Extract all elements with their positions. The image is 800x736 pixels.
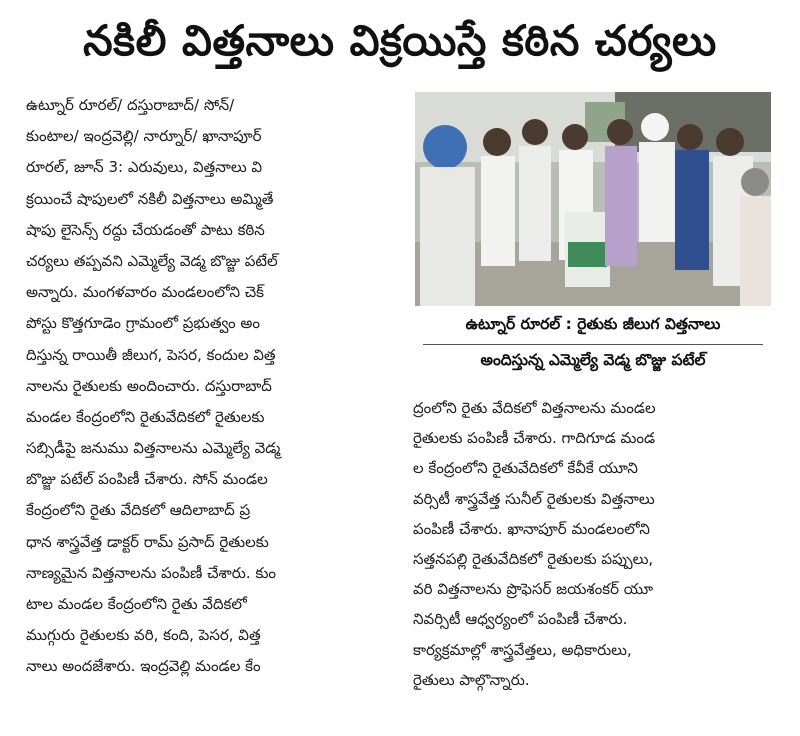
body-line: దిస్తున్న రాయితీ జీలుగ, పెసర, కందుల విత్త: [26, 345, 276, 364]
body-line: పంపిణీ చేశారు. ఖానాపూర్ మండలంలోని: [413, 519, 650, 538]
body-line: చర్యలు తప్పవని ఎమ్మెల్యే వెడ్మ బొజ్జు పటేల్: [26, 251, 278, 270]
body-line: బొజ్జు పటేల్ పంపిణీ చేశారు. సోన్ మండల: [26, 470, 268, 489]
body-line: నాణ్యమైన విత్తనాలను పంపిణీ చేశారు. కుం: [26, 563, 277, 582]
body-line: సబ్సిడీపై జనుము విత్తనాలను ఎమ్మెల్యే వెడ్మ: [26, 439, 281, 458]
body-line: వరి విత్తనాలను ప్రొఫెసర్ జయశంకర్ యూ: [413, 580, 654, 599]
body-line: ధాన శాస్త్రవేత్త డాక్టర్ రామ్ ప్రసాద్ రైతులకు: [26, 532, 269, 551]
body-line: రైతులు పాల్గొన్నారు.: [413, 670, 530, 689]
body-line: అన్నారు. మంగళవారం మండలంలోని చెక్: [26, 283, 264, 302]
body-line: టాల మండల కేంద్రంలోని రైతు వేదికలో: [26, 595, 247, 613]
body-line: పోస్టు కొత్తగూడెం గ్రామంలో ప్రభుత్వం అం: [26, 314, 260, 333]
caption-line: అందిస్తున్న ఎమ్మెల్యే వెడ్మ బొజ్జు పటేల్: [480, 351, 706, 369]
article-body-left-column: [26, 90, 396, 730]
body-line: క్రయించే షాపులలో నకిలీ విత్తనాలు అమ్మితే: [26, 189, 274, 208]
article-headline: నకిలీ విత్తనాలు విక్రయిస్తే కఠిన చర్యలు: [83, 16, 717, 65]
article-body-right-column: [413, 393, 783, 713]
body-line: నాలను రైతులకు అందించారు. దస్తురాబాద్: [26, 376, 272, 395]
body-line: ద్రంలోని రైతు వేదికలో విత్తనాలను మండల: [413, 399, 656, 417]
body-line: నాలు అందజేశారు. ఇంద్రవెల్లి మండల కేం: [26, 657, 261, 676]
caption-divider: [423, 344, 763, 345]
caption-line: ఉట్నూర్ రూరల్ : రైతుకు జీలుగ విత్తనాలు: [465, 315, 721, 333]
body-line: మండల కేంద్రంలోని రైతువేదికలో రైతులకు: [26, 407, 265, 426]
body-line: కార్యక్రమాల్లో శాస్త్రవేత్తలు, అధికారులు,: [413, 640, 632, 659]
body-line: ల కేంద్రంలోని రైతువేదికలో కేవీకే యూని: [413, 459, 638, 478]
body-line: కుంటాల/ ఇంద్రవెల్లి/ నార్నూర్/ ఖానాపూర్: [26, 127, 262, 146]
body-line: రైతులకు పంపిణీ చేశారు. గాదిగూడ మండ: [413, 429, 656, 448]
body-line: సత్తనపల్లి రైతువేదికలో రైతులకు పప్పులు,: [413, 549, 654, 568]
article-photo: [415, 92, 771, 306]
body-line: ముగ్గురు రైతులకు వరి, కంది, పెసర, విత్త: [26, 626, 261, 645]
body-line: షాపు లైసెన్స్ రద్దు చేయడంతో పాటు కఠిన: [26, 220, 265, 239]
photo-caption: [413, 306, 773, 386]
body-line: వర్సిటీ శాస్త్రవేత్త సునీల్ రైతులకు విత్తనాలు: [413, 489, 655, 508]
body-line: కేంద్రంలోని రైతు వేదికలో ఆదిలాబాద్ ప్ర: [26, 501, 251, 520]
body-line: ఉట్నూర్ రూరల్/ దస్తురాబాద్/ సోన్/: [26, 96, 235, 114]
body-line: రూరల్, జూన్ 3: ఎరువులు, విత్తనాలు వి: [26, 158, 263, 177]
body-line: నివర్సిటీ ఆధ్వర్యంలో పంపిణీ చేశారు.: [413, 610, 628, 629]
